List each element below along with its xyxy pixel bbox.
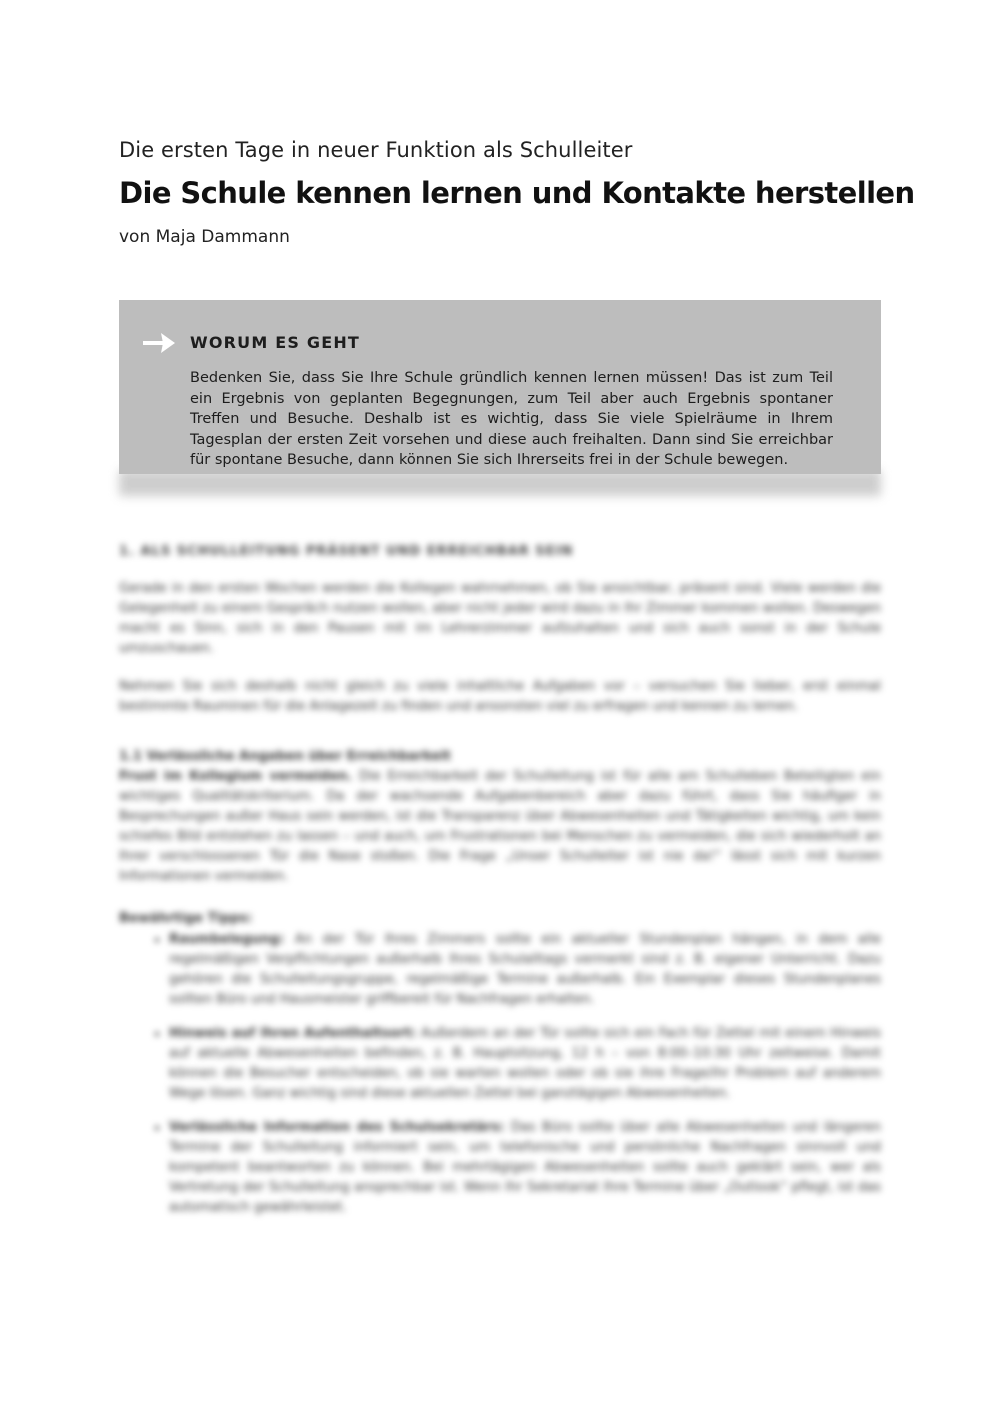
list-item	[169, 930, 881, 1010]
document-kicker: Die ersten Tage in neuer Funktion als Schulleiter	[119, 138, 633, 162]
callout-box	[119, 300, 881, 474]
document-title: Die Schule kennen lernen und Kontakte herstellen	[119, 176, 915, 210]
paragraph-text: Die Erreichbarkeit der Schulleitung ist für alle am Schulleben Beteiligten ein wichtiges Qualitätskriterium. Da der wachsende Aufgabenbereich aber dazu führt, dass Sie häufiger in Besprechungen außer Haus sein werden, ist die Transparenz über Abwesenheiten und Tätigkeiten wichtig, um kein schiefes Bild entstehen zu lassen – und auch, um Frustrationen bei Menschen zu vermeiden, die sich wiederholt an Ihrer verschlossenen Tür die Nase stoßen. Die Frage „Unser Schulleiter ist nie da!“ lässt sich mit kurzen Informationen vermeiden.	[119, 769, 882, 884]
list-item	[169, 1024, 881, 1104]
list-item-lead: Hinweis auf Ihren Aufenthaltsort:	[169, 1026, 417, 1041]
section-heading: 1. ALS SCHULLEITUNG PRÄSENT UND ERREICHBAR SEIN	[119, 544, 574, 559]
list-title: Bewährtige Tipps:	[119, 911, 253, 926]
list-item-lead: Verlässliche Information des Schulsekretärs:	[169, 1120, 505, 1135]
document-author: von Maja Dammann	[119, 227, 290, 247]
list-item-text: An der Tür Ihres Zimmers sollte ein aktueller Stundenplan hängen, in dem alle regelmäßigen Verpflichtungen außerhalb Ihres Schulalltags vermerkt sind z. B. eigener Unterricht. Dazu gehören die Schulleitungsgruppe, regelmäßige Termine außerhalb. Ein Exemplar dieses Stundenplanes sollten Büro und Hausmeister griffbereit für Nachfragen erhalten.	[169, 932, 881, 1007]
paragraph-lead: Frust im Kollegium vermeiden.	[119, 769, 353, 784]
paragraph: Gerade in den ersten Wochen werden die Kollegen wahrnehmen, ob Sie ansichtbar, präsent sind. Viele werden die Gelegenheit zu einem Gespräch nutzen wollen, aber nicht jeder wird dazu in Ihr Zimmer kommen wollen. Deswegen macht es Sinn, sich in den Pausen mit im Lehrerzimmer aufzuhalten und sich auch sonst in der Schule umzuschauen.	[119, 581, 881, 656]
list-item-lead: Raumbelegung:	[169, 932, 285, 947]
tips-list	[119, 930, 881, 1218]
blurred-content	[119, 544, 881, 1232]
subsection-heading: 1.1 Verlässliche Angaben über Erreichbarkeit	[119, 749, 451, 764]
callout-heading: WORUM ES GEHT	[190, 333, 361, 352]
list-item	[169, 1118, 881, 1218]
callout-body: Bedenken Sie, dass Sie Ihre Schule gründlich kennen lernen müssen! Das ist zum Teil ein Ergebnis von geplanten Begegnungen, zum Teil aber auch Ergebnis spontaner Treffen und Besuche. Deshalb ist es wichtig, dass Sie viele Spielräume in Ihrem Tagesplan der ersten Zeit vorsehen und diese auch freihalten. Dann sind Sie erreichbar für spontane Besuche, dann können Sie sich Ihrerseits frei in der Schule bewegen.	[190, 370, 833, 469]
subsection-paragraph	[119, 767, 881, 887]
paragraph: Nehmen Sie sich deshalb nicht gleich zu viele inhaltliche Aufgaben vor – versuchen Sie lieber, erst einmal bestimmte Rauminen für die Anlagezeit zu finden und ansonsten viel zu erfragen und kennen zu lernen.	[119, 679, 881, 714]
list-item-text: Das Büro sollte über alle Abwesenheiten und längeren Termine der Schulleitung informiert sein, um telefonische und persönliche Nachfragen sinnvoll und kompetent beantworten zu können. Bei mehrtägigen Abwesenheiten sollte auch geklärt sein, wer als Vertretung der Schulleitung ansprechbar ist. Wenn Ihr Sekretariat Ihre Termine über „Outlook“ pflegt, ist das automatisch gewährleistet.	[169, 1120, 881, 1215]
list-item-text: Außerdem an der Tür sollte sich ein Fach für Zettel mit einem Hinweis auf aktuelle Abwesenheiten befinden, z. B. Hauptsitzung, 12 h – von 8:00–10:30 Uhr zeitweise. Damit können die Besucher entscheiden, ob sie warten wollen oder ob sie ihre Frage/ihr Problem auf anderem Wege lösen. Ganz wichtig sind diese aktuellen Zettel bei ganztägigen Abwesenheiten.	[169, 1026, 881, 1101]
arrow-right-icon	[143, 333, 175, 353]
